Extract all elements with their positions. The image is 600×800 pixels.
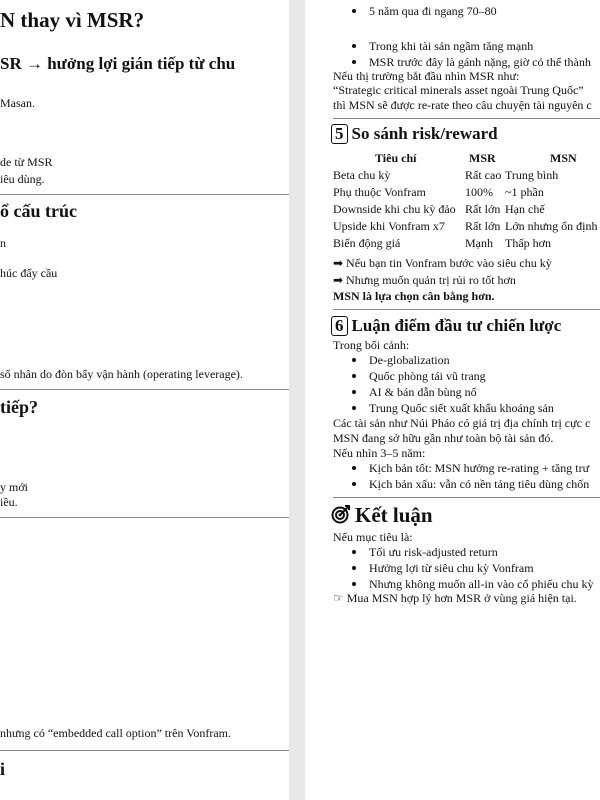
divider	[0, 389, 289, 390]
bullet-dot	[352, 566, 356, 570]
conclusion-title: Kết luận	[355, 503, 433, 527]
divider	[333, 497, 600, 498]
bullet-dot	[352, 406, 356, 410]
text-line: MSN đang sở hữu gần như toàn bộ tài sản đó.	[333, 431, 554, 445]
text-line: n	[0, 236, 6, 250]
list-item: Trung Quốc siết xuất khẩu khoáng sản	[369, 401, 554, 415]
table-cell: Lớn nhưng ổn định	[505, 219, 598, 233]
bullet-dot	[352, 550, 356, 554]
heading-msr-indirect: SR → hưởng lợi gián tiếp từ chu	[0, 54, 236, 73]
table-cell: Downside khi chu kỳ đảo	[333, 202, 456, 216]
right-page	[305, 0, 600, 800]
section-6-heading	[331, 316, 561, 336]
heading-why-msn: N thay vì MSR?	[0, 8, 145, 32]
text-line: iêu dùng.	[0, 172, 45, 186]
text-line: iều.	[0, 495, 18, 509]
text-line: Các tài sản như Núi Pháo có giá trị địa chính trị cực c	[333, 416, 591, 430]
table-cell: Mạnh	[465, 236, 493, 250]
list-item: Tối ưu risk-adjusted return	[369, 545, 498, 559]
section-title: So sánh risk/reward	[351, 124, 498, 143]
list-item: MSR trước đây là gánh nặng, giờ có thể thành	[369, 55, 591, 69]
target-icon	[331, 504, 351, 524]
table-cell: Beta chu kỳ	[333, 168, 391, 182]
text-line: húc đẩy cầu	[0, 266, 58, 280]
table-cell: Rất cao	[465, 168, 502, 182]
bullet-dot	[352, 466, 356, 470]
text-line: “Strategic critical minerals asset ngoài Trung Quốc”	[333, 83, 584, 97]
bullet-dot	[352, 358, 356, 362]
divider	[0, 194, 289, 195]
bullet-dot	[352, 44, 356, 48]
bullet-dot	[352, 390, 356, 394]
section-number: 6	[331, 316, 348, 336]
section-title: Luận điểm đầu tư chiến lược	[351, 316, 562, 335]
list-item: Kịch bản tốt: MSN hưởng re-rating + tăng trư	[369, 461, 590, 475]
list-item: Nhưng không muốn all-in vào cổ phiếu chu kỳ	[369, 577, 594, 591]
table-cell: Phụ thuộc Vonfram	[333, 185, 426, 199]
text-line: Masan.	[0, 96, 35, 110]
bullet-dot	[352, 9, 356, 13]
list-item: AI & bán dẫn bùng nổ	[369, 385, 477, 399]
text-line: y mới	[0, 480, 29, 494]
table-cell: ~1 phần	[505, 185, 544, 199]
text-conclusion: MSN là lựa chọn cân bằng hơn.	[333, 289, 495, 303]
text-line: nhưng có “embedded call option” trên Vonfram.	[0, 726, 231, 740]
list-item: 5 năm qua đi ngang 70–80	[369, 4, 497, 18]
table-header: MSR	[469, 151, 496, 165]
text-final: ☞ Mua MSN hợp lý hơn MSR ở vùng giá hiện tại.	[333, 591, 577, 605]
bullet-dot	[352, 374, 356, 378]
conclusion-heading	[331, 503, 433, 527]
list-item: Trong khi tài sản ngầm tăng mạnh	[369, 39, 534, 53]
table-cell: 100%	[465, 185, 493, 199]
heading-tiep: tiếp?	[0, 397, 38, 417]
table-header: MSN	[550, 151, 577, 165]
text-line: de từ MSR	[0, 155, 53, 169]
text-line: ➡ Nhưng muốn quản trị rủi ro tốt hơn	[333, 273, 516, 287]
text-line: ➡ Nếu bạn tin Vonfram bước vào siêu chu kỳ	[333, 256, 552, 270]
section-5-heading	[331, 124, 498, 144]
text-line: thì MSN sẽ được re-rate theo câu chuyện tài nguyên c	[333, 98, 592, 112]
divider	[333, 309, 600, 310]
section-number: 5	[331, 124, 348, 144]
list-item: Kịch bản xấu: vẫn có nền tảng tiêu dùng chốn	[369, 477, 590, 491]
list-item: Hưởng lợi từ siêu chu kỳ Vonfram	[369, 561, 534, 575]
bullet-dot	[352, 60, 356, 64]
table-cell: Biến động giá	[333, 236, 401, 250]
table-header: Tiêu chí	[375, 151, 417, 165]
text-line: Nếu mục tiêu là:	[333, 530, 413, 544]
heading-bottom: i	[0, 759, 6, 779]
list-item: Quốc phòng tái vũ trang	[369, 369, 486, 383]
table-cell: Rất lớn	[465, 219, 501, 233]
text-line: Trong bối cảnh:	[333, 338, 410, 352]
heading-structure: ổ cấu trúc	[0, 201, 77, 221]
table-cell: Thấp hơn	[505, 236, 552, 250]
divider	[333, 118, 600, 119]
table-cell: Upside khi Vonfram x7	[333, 219, 445, 233]
divider	[0, 750, 289, 751]
bullet-dot	[352, 482, 356, 486]
text-line: Nếu thị trường bắt đầu nhìn MSR như:	[333, 69, 520, 83]
table-cell: Hạn chế	[505, 202, 545, 216]
bullet-dot	[352, 582, 356, 586]
list-item: De-globalization	[369, 353, 450, 367]
left-page	[0, 0, 289, 800]
divider	[0, 517, 289, 518]
table-cell: Trung bình	[505, 168, 559, 182]
table-cell: Rất lớn	[465, 202, 501, 216]
text-line: Nếu nhìn 3–5 năm:	[333, 446, 426, 460]
text-line: số nhân do đòn bẩy vận hành (operating leverage).	[0, 367, 243, 381]
